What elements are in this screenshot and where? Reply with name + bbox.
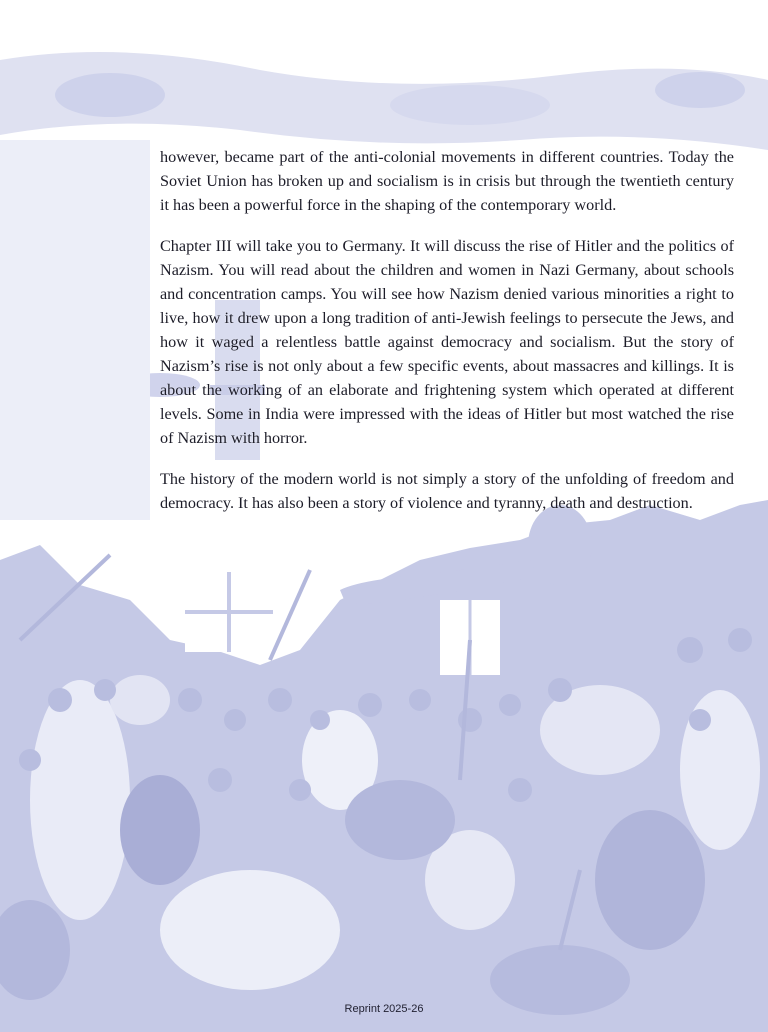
body-text [160, 145, 734, 532]
paragraph-socialism: however, became part of the anti-colonial movements in different countries. Today the Soviet Union has broken up and socialism is in crisis but through the twentieth century it has been a powerful force in the shaping of the contemporary world. [160, 148, 734, 214]
reprint-footer: Reprint 2025-26 [344, 1003, 424, 1015]
paragraph-modern-world: The history of the modern world is not simply a story of the unfolding of freedom and democracy. It has also been a story of violence and tyranny, death and destruction. [160, 470, 734, 512]
paragraph-chapter-three: Chapter III will take you to Germany. It will discuss the rise of Hitler and the politics of Nazism. You will read about the children and women in Nazi Germany, about schools and concentration camps. You will see how Nazism denied various minorities a right to live, how it drew upon a long tradition of anti-Jewish feelings to persecute the Jews, and how it waged a relentless battle against democracy and socialism. But the story of Nazism’s rise is not only about a few specific events, about massacres and killings. It is about the working of an elaborate and frightening system which operated at different levels. Some in India were impressed with the ideas of Hitler but most watched the rise of Nazism with horror. [160, 237, 734, 447]
